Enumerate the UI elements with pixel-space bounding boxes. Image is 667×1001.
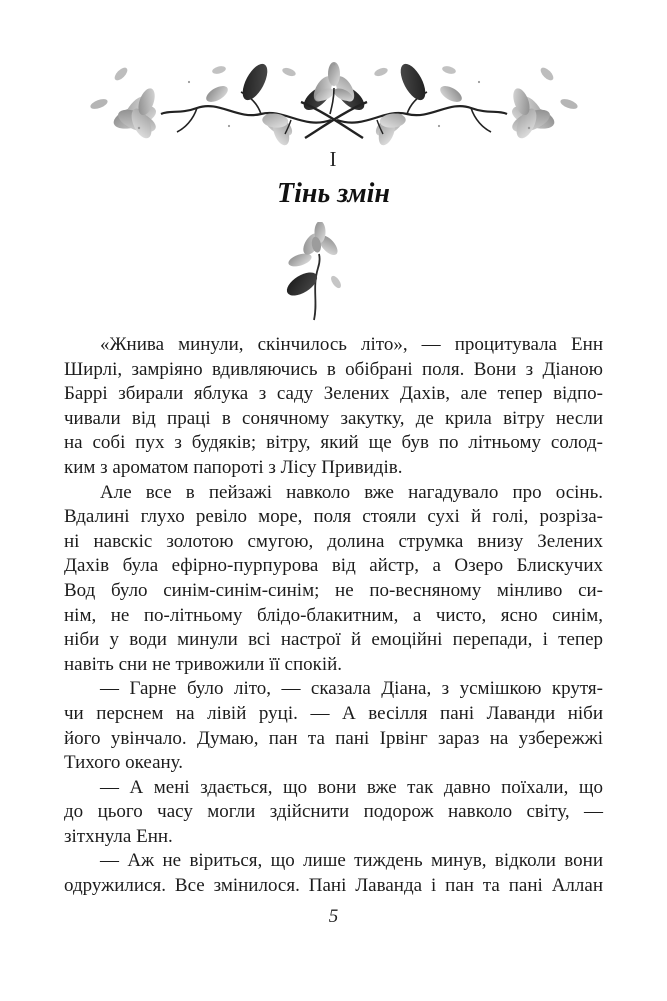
body-text xyxy=(64,333,603,899)
text-line: Баррі збирали яблука з саду Зелених Дахів, але тепер відпо- xyxy=(64,383,603,405)
text-line: чи перснем на лівій руці. — А весілля пані Лаванди ніби xyxy=(64,702,603,724)
text-line: навіть сни не тривожили її спокій. xyxy=(64,653,343,675)
text-line: — Аж не віриться, що лише тиждень минув, відколи вони xyxy=(100,850,603,872)
magnolia-flower-icon xyxy=(278,222,356,327)
chapter-number: I xyxy=(329,147,338,171)
text-line: Тихого океану. xyxy=(64,752,184,774)
chapter-title: Тінь змін xyxy=(277,178,390,209)
text-line: — Гарне було літо, — сказала Діана, з усмішкою крутя- xyxy=(100,678,603,700)
floral-garland-icon xyxy=(69,58,599,157)
text-line: Вод було синім-синім-синім; не по-весняному мінливо си- xyxy=(64,579,603,601)
text-line: зітхнула Енн. xyxy=(64,825,173,847)
text-line: на собі пух з будяків; вітру, який ще був по літньому солод- xyxy=(64,432,603,454)
text-line: нім, не по-літньому блідо-блакитним, а чисто, ясно синім, xyxy=(64,604,603,626)
text-line: до цього часу могли здійснити подорож навколо світу, — xyxy=(64,801,603,823)
text-line: одружилися. Все змінилося. Пані Лаванда і пан та пані Аллан xyxy=(64,875,603,897)
text-line: Вдалині глухо ревіло море, поля стояли сухі й голі, розріза- xyxy=(64,506,603,528)
text-line: Ширлі, замріяно вдивляючись в обібрані поля. Вони з Діаною xyxy=(64,358,603,380)
text-line: — А мені здається, що вони вже так давно поїхали, що xyxy=(100,776,603,798)
text-line: чивали від праці в сонячному закутку, де крила вітру несли xyxy=(64,407,603,429)
text-line: «Жнива минули, скінчилось літо», — процитувала Енн xyxy=(100,334,603,355)
text-line: ні навскіс золотою смугою, долина струмка внизу Зелених xyxy=(64,530,603,552)
text-line: ким з ароматом папороті з Лісу Привидів. xyxy=(64,456,403,478)
text-line: його увінчало. Думаю, пан та пані Ірвінг зараз на узбережжі xyxy=(64,727,603,749)
text-line: Дахів була ефірно-пурпурова від айстр, а Озеро Блискучих xyxy=(64,555,603,577)
text-line: ніби у води минули всі настрої й емоційні перепади, і тепер xyxy=(64,629,603,651)
page-number: 5 xyxy=(328,906,339,927)
text-line: Але все в пейзажі навколо вже нагадувало про осінь. xyxy=(100,481,603,503)
